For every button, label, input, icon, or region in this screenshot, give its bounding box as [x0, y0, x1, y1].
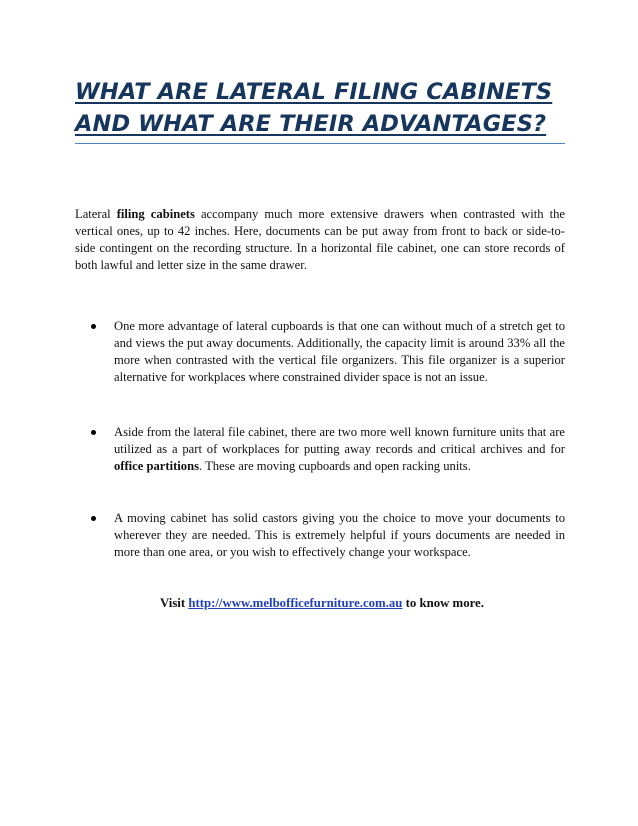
intro-bold-term: filing cabinets: [116, 207, 195, 221]
bullet-2-before: Aside from the lateral file cabinet, there are two more well known furniture units that are utilized as a part of workplaces for putting away records and critical archives and for: [114, 425, 565, 456]
bullet-text-3: A moving cabinet has solid castors giving you the choice to move your documents to wherever they are needed. This is extremely helpful if yours documents are needed in more than one area, or you wish to effectively change your workspace.: [114, 511, 565, 559]
visit-trail: to know more.: [402, 596, 484, 610]
bullet-text-1: One more advantage of lateral cupboards is that one can without much of a stretch get to and views the put away documents. Additionally, the capacity limit is around 33% all the more when contrasted with the vertical file organizers. This file organizer is a superior alternative for workplaces where constrained divider space is not an issue.: [114, 319, 565, 384]
bullet-dot-icon: [91, 430, 96, 435]
website-link[interactable]: http://www.melbofficefurniture.com.au: [188, 596, 403, 610]
visit-line: [160, 595, 484, 612]
bullet-2-after: . These are moving cupboards and open racking units.: [199, 459, 471, 473]
intro-lead: Lateral: [75, 207, 117, 221]
bullet-dot-icon: [91, 324, 96, 329]
intro-rest: accompany much more extensive drawers when contrasted with the vertical ones, up to 42 inches. Here, documents can be put away from front to back or side-to-side contingent on the recording structure. In a horizontal file cabinet, one can store records of both lawful and letter size in the same drawer.: [75, 207, 565, 272]
intro-paragraph: [75, 206, 565, 274]
visit-lead: Visit: [160, 596, 189, 610]
bullet-2-bold-term: office partitions: [114, 459, 199, 473]
bullet-text-2: [114, 424, 565, 475]
page-title: WHAT ARE LATERAL FILING CABINETS AND WHAT ARE THEIR ADVANTAGES?: [75, 79, 553, 137]
title-divider: [75, 143, 565, 144]
bullet-dot-icon: [91, 516, 96, 521]
